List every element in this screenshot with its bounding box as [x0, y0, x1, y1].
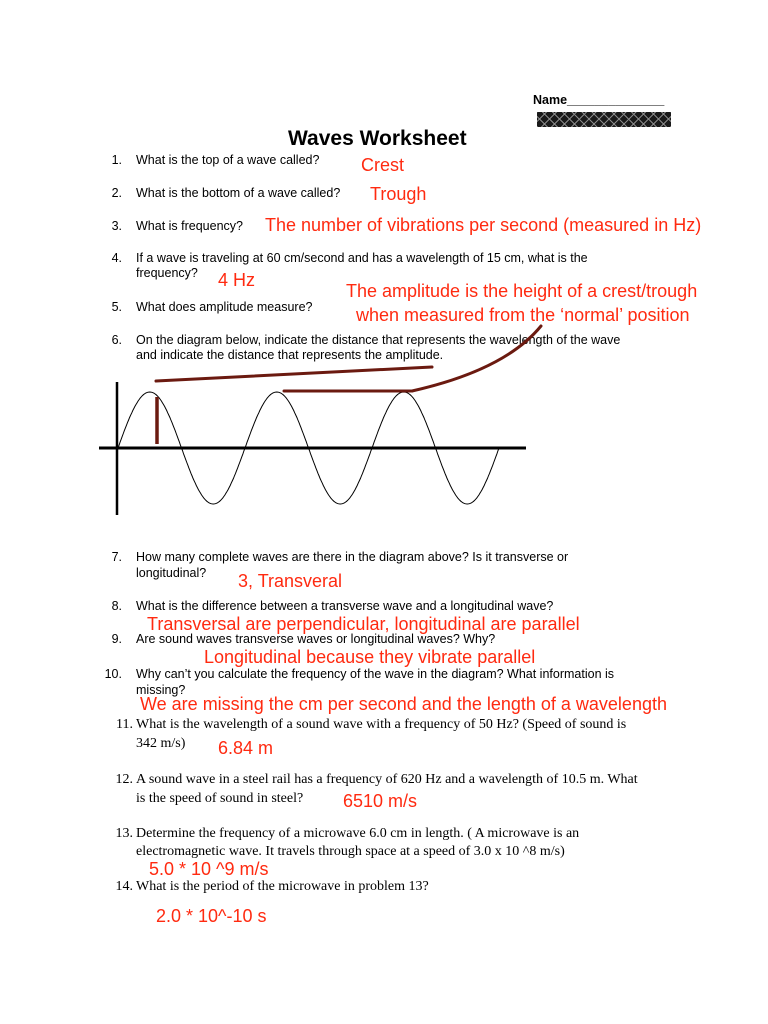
handwritten-answer: The number of vibrations per second (measured in Hz)	[265, 215, 702, 235]
handwritten-answer: 6.84 m	[218, 738, 274, 758]
question-text: What is the period of the microwave in problem 13?	[136, 879, 429, 894]
question-text: What does amplitude measure?	[136, 300, 313, 314]
handwritten-answer-line-2: when measured from the ‘normal’ position	[356, 305, 690, 325]
question-text: What is the top of a wave called?	[136, 153, 320, 167]
question-text-line-2: electromagnetic wave. It travels through space at a speed of 3.0 x 10 ^8 m/s)	[136, 844, 565, 859]
question-number: 9.	[111, 632, 122, 646]
question-number: 3.	[111, 219, 122, 233]
name-field-label: Name______________	[533, 93, 665, 107]
question-text: If a wave is traveling at 60 cm/second and has a wavelength of 15 cm, what is the	[136, 251, 588, 265]
question-text-line-2: frequency?	[136, 266, 198, 280]
question-text: What is the difference between a transverse wave and a longitudinal wave?	[136, 599, 554, 613]
question-text: Are sound waves transverse waves or longitudinal waves? Why?	[136, 632, 496, 646]
question-text: Determine the frequency of a microwave 6.0 cm in length. ( A microwave is an	[136, 826, 580, 841]
question-text: On the diagram below, indicate the distance that represents the wavelength of the wave	[136, 333, 621, 347]
question-number: 10.	[104, 667, 122, 681]
handwritten-answer: We are missing the cm per second and the length of a wavelength	[140, 694, 667, 714]
handwritten-answer: Transversal are perpendicular, longitudinal are parallel	[147, 614, 580, 634]
question-text-line-2: 342 m/s)	[136, 736, 186, 751]
handwritten-answer: 6510 m/s	[343, 791, 418, 811]
question-text: Why can’t you calculate the frequency of the wave in the diagram? What information is	[136, 667, 615, 681]
question-number: 5.	[111, 300, 122, 314]
worksheet-title: Waves Worksheet	[288, 127, 467, 150]
handwritten-answer: 3, Transveral	[238, 571, 343, 591]
handwritten-answer: Longitudinal because they vibrate parallel	[204, 647, 536, 667]
question-number: 13.	[115, 826, 133, 841]
question-text: What is the wavelength of a sound wave with a frequency of 50 Hz? (Speed of sound is	[136, 717, 627, 732]
handwritten-answer: Crest	[361, 155, 405, 175]
question-number: 14.	[115, 879, 133, 894]
question-number: 6.	[111, 333, 122, 347]
handwritten-answer: Trough	[370, 184, 427, 204]
handwritten-answer: 2.0 * 10^-10 s	[156, 906, 267, 926]
handwritten-answer: 4 Hz	[218, 270, 256, 290]
question-number: 2.	[111, 186, 122, 200]
question-text: What is the bottom of a wave called?	[136, 186, 341, 200]
question-text-line-2: is the speed of sound in steel?	[136, 791, 304, 806]
wavelength-annotation-line	[156, 367, 432, 381]
question-number: 11.	[116, 717, 133, 732]
question-text-line-2: and indicate the distance that represents the amplitude.	[136, 348, 444, 362]
question-text: A sound wave in a steel rail has a frequency of 620 Hz and a wavelength of 10.5 m. What	[136, 772, 638, 787]
question-number: 1.	[111, 153, 122, 167]
question-text-line-2: missing?	[136, 683, 186, 697]
question-number: 7.	[111, 550, 122, 564]
amplitude-pointer-curve	[412, 326, 541, 391]
question-text: What is frequency?	[136, 219, 243, 233]
question-text: How many complete waves are there in the diagram above? Is it transverse or	[136, 550, 569, 564]
question-number: 8.	[111, 599, 122, 613]
question-text-line-2: longitudinal?	[136, 566, 207, 580]
question-number: 12.	[115, 772, 133, 787]
question-number: 4.	[111, 251, 122, 265]
handwritten-answer: The amplitude is the height of a crest/trough	[346, 281, 698, 301]
handwritten-answer: 5.0 * 10 ^9 m/s	[149, 859, 269, 879]
